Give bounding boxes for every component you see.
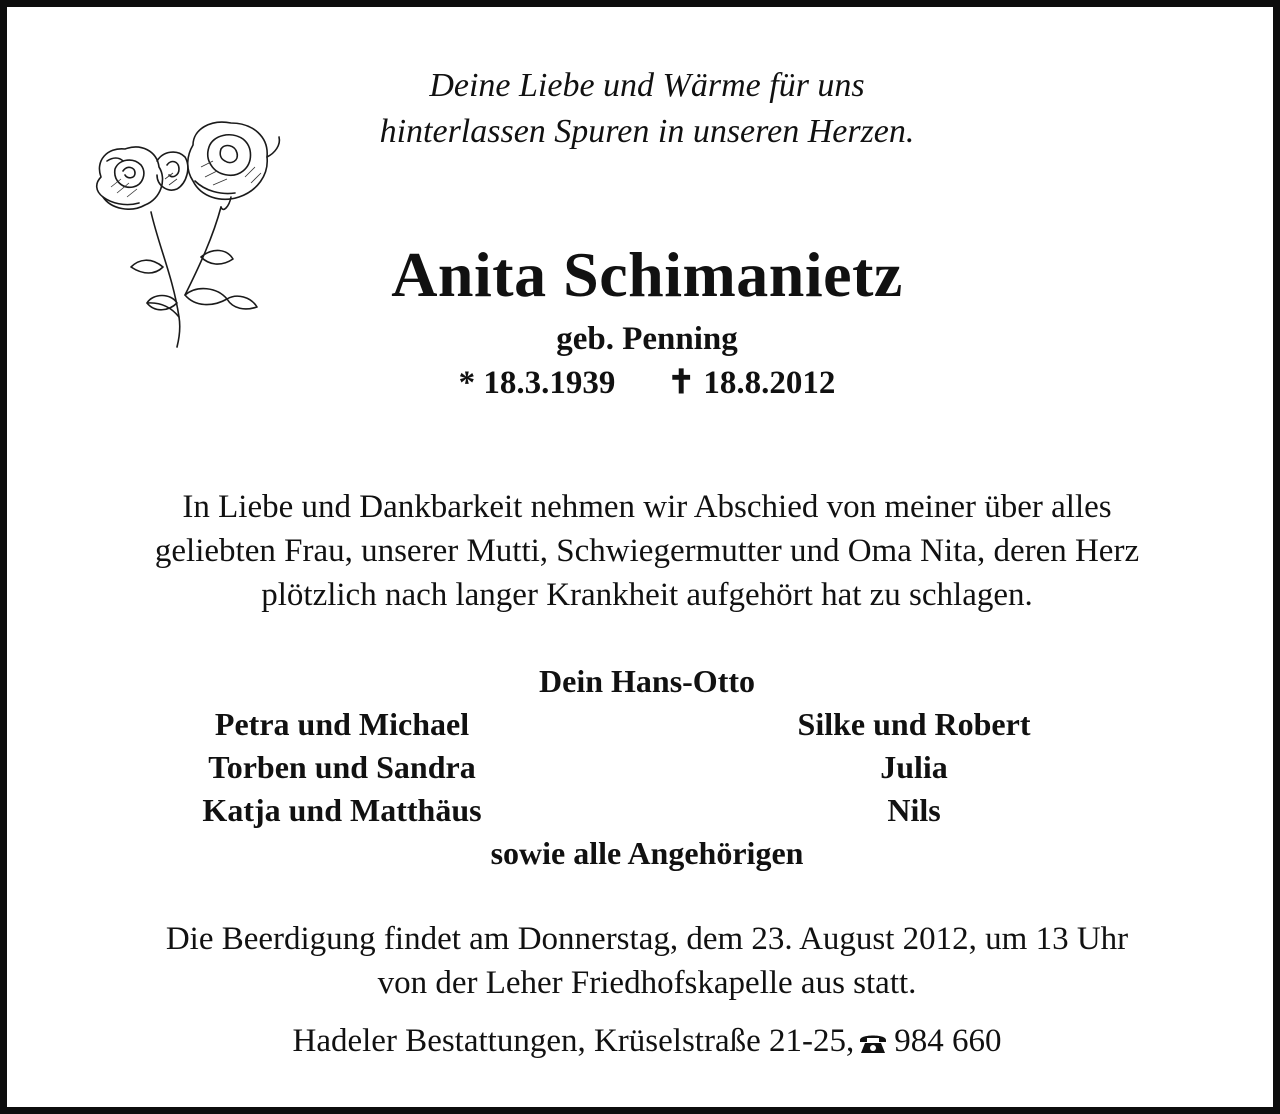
family-member: Katja und Matthäus bbox=[202, 792, 482, 828]
family-member: Silke und Robert bbox=[797, 706, 1031, 742]
spouse-name: Dein Hans-Otto bbox=[539, 663, 755, 699]
family-left-column bbox=[132, 703, 552, 832]
death-date: ✝ 18.8.2012 bbox=[667, 365, 836, 401]
motto bbox=[7, 63, 1280, 155]
birth-name: geb. Penning bbox=[556, 321, 738, 357]
motto-line: Deine Liebe und Wärme für uns bbox=[429, 67, 865, 104]
life-dates bbox=[7, 363, 1280, 403]
message-line: plötzlich nach langer Krankheit aufgehört hat zu schlagen. bbox=[261, 577, 1033, 613]
relatives: sowie alle Angehörigen bbox=[490, 835, 804, 871]
funeral-line: Die Beerdigung findet am Donnerstag, dem 23. August 2012, um 13 Uhr bbox=[165, 921, 1129, 957]
birth-date: * 18.3.1939 bbox=[458, 365, 616, 401]
funeral-line: von der Leher Friedhofskapelle aus statt. bbox=[377, 965, 917, 1001]
family-member: Julia bbox=[880, 749, 948, 785]
family-member: Petra und Michael bbox=[214, 706, 470, 742]
telephone-icon bbox=[858, 1023, 888, 1067]
undertaker-address: Hadeler Bestattungen, Krüselstraße 21-25, bbox=[292, 1023, 855, 1059]
motto-line: hinterlassen Spuren in unseren Herzen. bbox=[379, 113, 915, 150]
undertaker-info bbox=[7, 1019, 1280, 1067]
family-member: Torben und Sandra bbox=[208, 749, 476, 785]
deceased-name: Anita Schimanietz bbox=[391, 239, 903, 310]
undertaker-phone: 984 660 bbox=[894, 1023, 1002, 1059]
funeral-notice bbox=[7, 917, 1280, 1005]
message-line: geliebten Frau, unserer Mutti, Schwiegermutter und Oma Nita, deren Herz bbox=[154, 533, 1140, 569]
family-right-column bbox=[704, 703, 1124, 832]
message-line: In Liebe und Dankbarkeit nehmen wir Abschied von meiner über alles bbox=[182, 489, 1112, 525]
family-member: Nils bbox=[887, 792, 941, 828]
farewell-message bbox=[7, 485, 1280, 617]
